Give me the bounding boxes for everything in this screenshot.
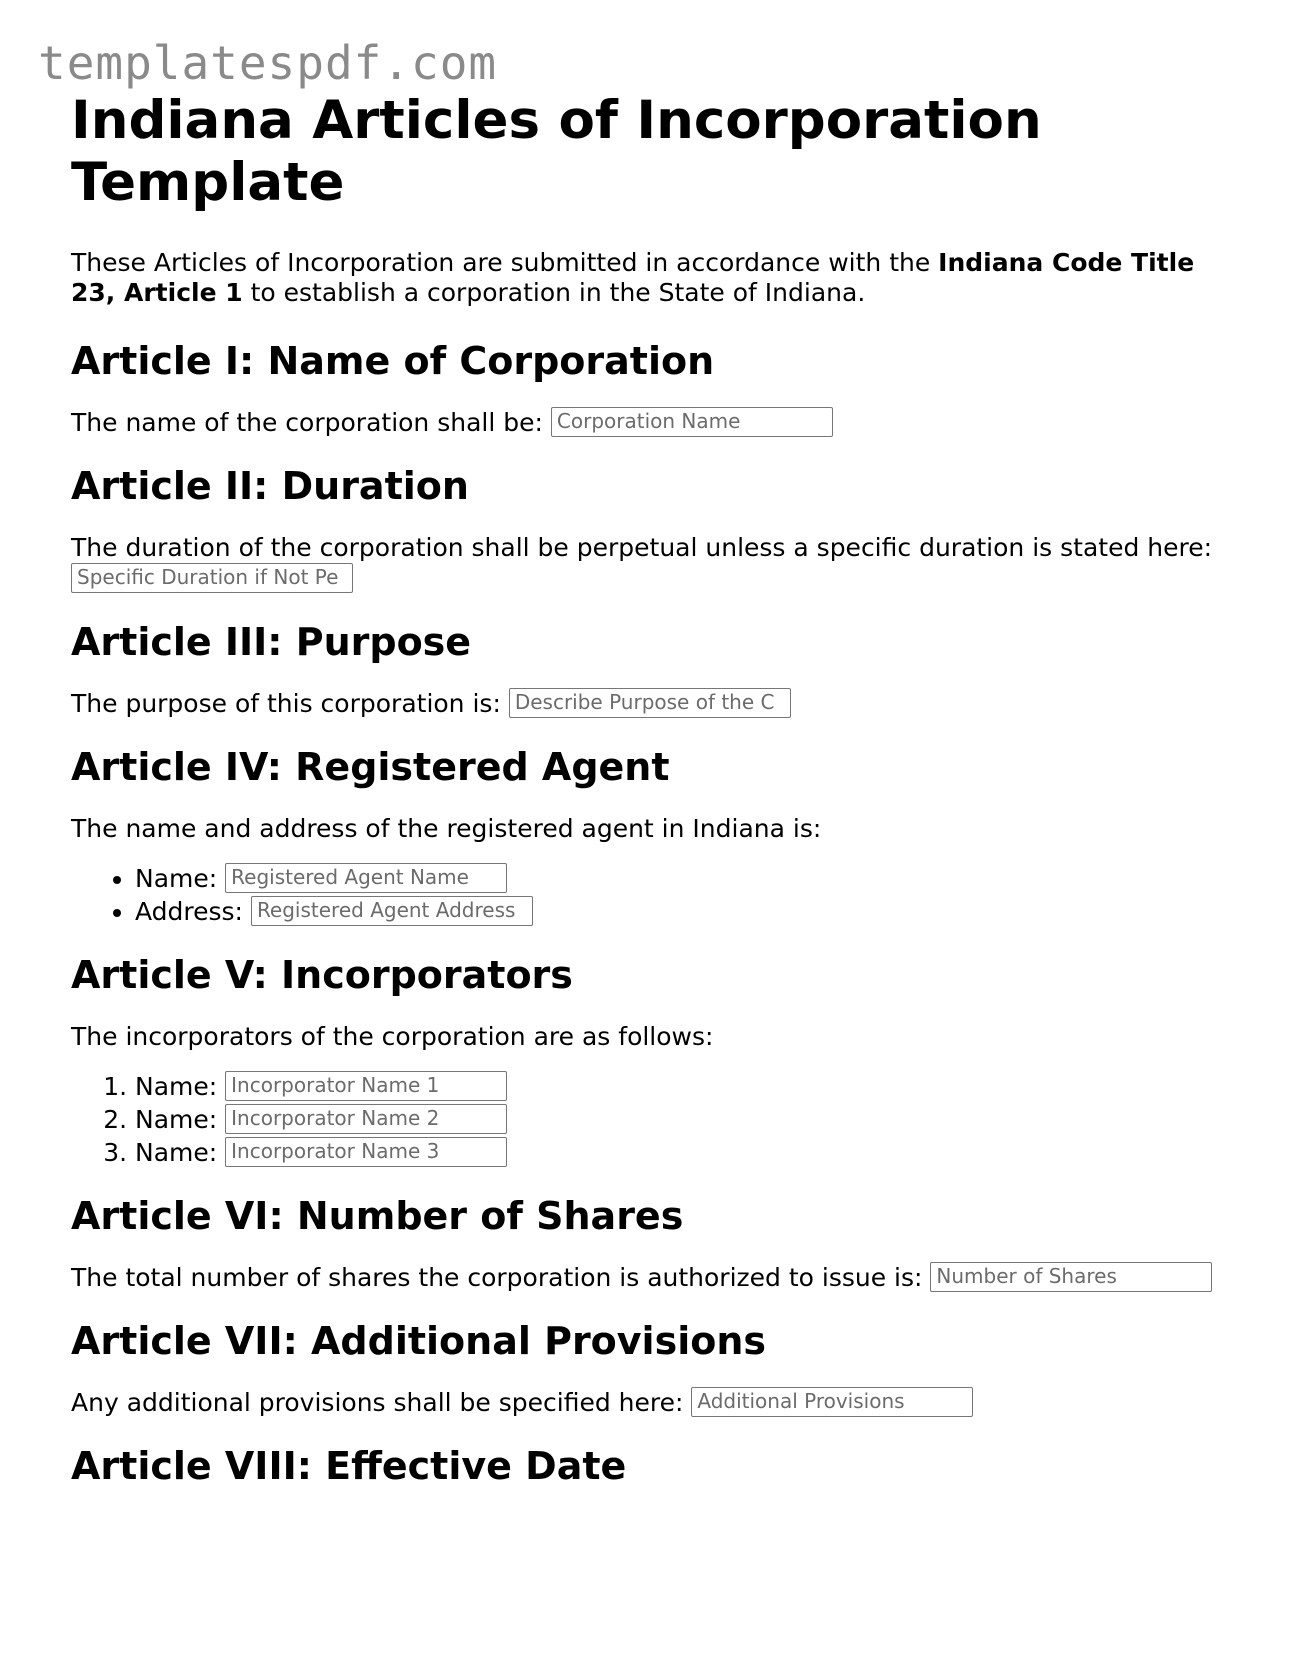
article-2-label: The duration of the corporation shall be perpetual unless a specific duration is stated here: [71, 533, 1213, 562]
intro-code-reference: Indiana Code Title 23, Article 1 [71, 248, 1195, 307]
article-7-section [71, 1318, 1231, 1419]
additional-provisions-field[interactable]: Additional Provisions [691, 1387, 973, 1417]
article-6-label: The total number of shares the corporation is authorized to issue is: [71, 1263, 923, 1292]
article-4-section [71, 744, 1231, 928]
article-2-text [71, 533, 1231, 563]
registered-agent-list [71, 862, 1231, 928]
list-item [135, 1070, 1231, 1103]
article-4-heading: Article IV: Registered Agent [71, 745, 670, 789]
article-3-heading: Article III: Purpose [71, 620, 472, 664]
list-item [135, 1136, 1231, 1169]
article-7-text [71, 1388, 1231, 1419]
incorporator-1-label: Name: [135, 1072, 218, 1101]
article-3-label: The purpose of this corporation is: [71, 689, 501, 718]
corporation-name-field[interactable]: Corporation Name [551, 407, 833, 437]
incorporator-name-1-field[interactable]: Incorporator Name 1 [225, 1071, 507, 1101]
article-4-text: The name and address of the registered agent in Indiana is: [71, 814, 822, 843]
article-2-field-line [71, 565, 1231, 595]
purpose-field[interactable]: Describe Purpose of the C [509, 688, 791, 718]
page-title: Indiana Articles of Incorporation Template [71, 90, 1042, 213]
article-7-label: Any additional provisions shall be specified here: [71, 1388, 684, 1417]
article-1-label: The name of the corporation shall be: [71, 408, 543, 437]
intro-text-after: to establish a corporation in the State of Indiana. [242, 278, 866, 307]
article-7-heading: Article VII: Additional Provisions [71, 1319, 767, 1363]
article-8-section [71, 1443, 1231, 1489]
incorporator-3-label: Name: [135, 1138, 218, 1167]
registered-agent-name-field[interactable]: Registered Agent Name [225, 863, 507, 893]
article-5-heading: Article V: Incorporators [71, 953, 573, 997]
article-1-text [71, 408, 1231, 439]
article-3-section [71, 619, 1231, 720]
intro-paragraph [71, 248, 1231, 308]
incorporator-2-label: Name: [135, 1105, 218, 1134]
intro-text-before: These Articles of Incorporation are submitted in accordance with the [71, 248, 939, 277]
article-1-section [71, 338, 1231, 439]
agent-name-label: Name: [135, 864, 218, 893]
registered-agent-address-field[interactable]: Registered Agent Address [251, 896, 533, 926]
article-5-section [71, 952, 1231, 1169]
specific-duration-field[interactable]: Specific Duration if Not Pe [71, 563, 353, 593]
incorporators-list [71, 1070, 1231, 1169]
article-8-heading: Article VIII: Effective Date [71, 1444, 627, 1488]
article-6-section [71, 1193, 1231, 1294]
number-of-shares-field[interactable]: Number of Shares [930, 1262, 1212, 1292]
incorporator-name-3-field[interactable]: Incorporator Name 3 [225, 1137, 507, 1167]
article-2-section [71, 463, 1231, 595]
document-body [71, 90, 1231, 1513]
article-5-text: The incorporators of the corporation are as follows: [71, 1022, 714, 1051]
list-item [135, 895, 1231, 928]
list-item [135, 862, 1231, 895]
incorporator-name-2-field[interactable]: Incorporator Name 2 [225, 1104, 507, 1134]
article-1-heading: Article I: Name of Corporation [71, 339, 715, 383]
article-3-text [71, 689, 1231, 720]
article-2-heading: Article II: Duration [71, 464, 469, 508]
article-6-text [71, 1263, 1231, 1294]
list-item [135, 1103, 1231, 1136]
article-6-heading: Article VI: Number of Shares [71, 1194, 684, 1238]
watermark: templatespdf.com [38, 36, 498, 90]
agent-address-label: Address: [135, 897, 243, 926]
